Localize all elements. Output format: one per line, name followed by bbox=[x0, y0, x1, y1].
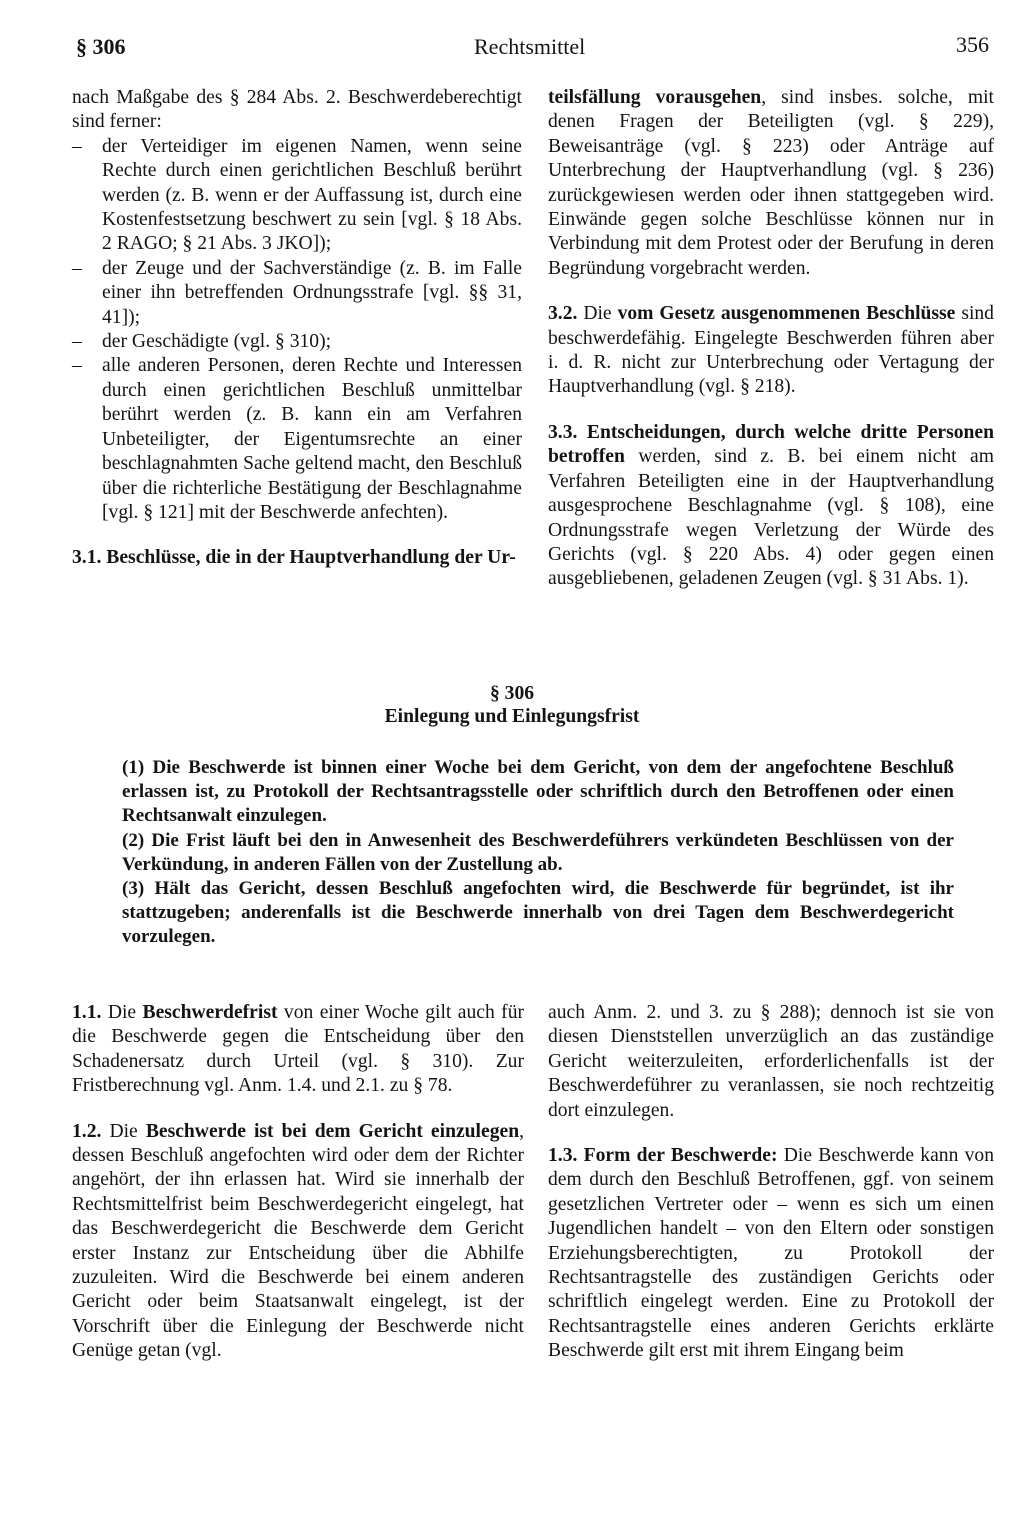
statute-clause-3: (3) Hält das Gericht, dessen Beschluß angefochten wird, die Beschwerde für begründet, ist ihr stattzugeben; anderenfalls ist die Beschwerde innerhalb von drei Tagen dem Beschwerdegericht vorzulegen. bbox=[122, 878, 954, 948]
paragraph-heading: Beschwerdefrist bbox=[142, 1002, 278, 1023]
list-item bbox=[72, 135, 522, 257]
dash-bullet: – bbox=[72, 355, 82, 377]
paragraph-1-1 bbox=[72, 1001, 524, 1099]
statute-clause-1: (1) Die Beschwerde ist binnen einer Woche bei dem Gericht, von dem der angefochtene Beschluß erlassen ist, zu Protokoll der Rechtsantragsstelle oder schriftlich durch den Betroffenen oder einen Rechtsanwalt einzulegen. bbox=[122, 757, 954, 827]
paragraph-heading: teilsfällung vorausgehen bbox=[548, 87, 762, 108]
paragraph-text: Die bbox=[583, 303, 612, 325]
dash-bullet: – bbox=[72, 257, 82, 279]
paragraph-heading: vom Gesetz ausgenommenen Beschlüsse bbox=[617, 303, 956, 325]
paragraph-3-1 bbox=[72, 546, 522, 570]
paragraph-text: Die bbox=[109, 1120, 138, 1142]
paragraph-number: 3.1. bbox=[72, 547, 102, 569]
paragraph-text: sind beschwerdefähig. Eingelegte Beschwerden führen aber i. d. R. nicht zur Unterbrechung oder Vertagung der Hauptverhandlung (vgl. § 218). bbox=[548, 303, 994, 398]
paragraph-1-2 bbox=[72, 1120, 524, 1364]
paragraph-number: 1.3. bbox=[548, 1145, 578, 1167]
paragraph-number: 1.2. bbox=[72, 1120, 102, 1142]
paragraph-1-3 bbox=[548, 1144, 994, 1364]
list-item bbox=[72, 257, 522, 330]
paragraph-heading: Beschwerde ist bei dem Gericht einzulegen bbox=[145, 1120, 520, 1142]
paragraph-3-2 bbox=[548, 302, 994, 400]
paragraph-heading: Form der Beschwerde: bbox=[583, 1145, 778, 1167]
paragraph-3-3 bbox=[548, 421, 994, 592]
bottom-right-column bbox=[548, 1001, 994, 1364]
list-item-text: der Zeuge und der Sachverständige (z. B. im Falle einer ihn betreffenden Ordnungsstrafe [vgl. §§ 31, 41]); bbox=[102, 257, 522, 328]
list-item-text: der Verteidiger im eigenen Namen, wenn seine Rechte durch einen gerichtlichen Beschluß berührt werden (z. B. wenn er der Auffassung ist, durch eine Kostenfestsetzung beschwert zu sein [vgl. § 18 Abs. 2 RAGO; § 21 Abs. 3 JKO]); bbox=[102, 135, 522, 255]
paragraph-number: 1.1. bbox=[72, 1002, 102, 1023]
list-item bbox=[72, 354, 522, 525]
paragraph-1-2-continued: auch Anm. 2. und 3. zu § 288); dennoch ist sie von diesen Dienststellen unverzüglich an das zuständige Gericht weiterzuleiten, erforderlichenfalls ist der Beschwerdeführer zu veranlassen, sie noch rechtzeitig dort einzulegen. bbox=[548, 1002, 994, 1121]
section-title: Einlegung und Einlegungsfrist bbox=[384, 706, 640, 727]
paragraph-heading: Beschlüsse, die in der Hauptverhandlung der Ur- bbox=[106, 547, 516, 569]
top-right-column bbox=[548, 86, 994, 592]
intro-paragraph: nach Maßgabe des § 284 Abs. 2. Beschwerdeberechtigt sind ferner: bbox=[72, 87, 522, 133]
paragraph-3-1-continued bbox=[548, 86, 994, 281]
paragraph-text: Die Beschwerde kann von dem durch den Beschluß Betroffenen, ggf. von seinem gesetzlichen Vertreter oder – wenn es sich um einen Jugendlichen handelt – von den Eltern oder sonstigen Erziehungsberechtigten, zu Protokoll der Rechtsantragstelle des zuständigen Gerichts oder schriftlich eingelegt werden. Eine zu Protokoll der Rechtsantragstelle eines anderen Gerichts erklärte Beschwerde gilt erst mit ihrem Eingang beim bbox=[548, 1145, 994, 1362]
list-item bbox=[72, 330, 522, 354]
bottom-left-column bbox=[72, 1001, 524, 1364]
paragraph-number: 3.3. bbox=[548, 421, 578, 443]
dash-bullet: – bbox=[72, 135, 82, 157]
running-header-title: Rechtsmittel bbox=[474, 34, 586, 59]
list-item-text: der Geschädigte (vgl. § 310); bbox=[102, 331, 332, 353]
paragraph-text: von einer Woche gilt auch für die Beschwerde gegen die Entscheidung über den Schadenersatz durch Urteil (vgl. § 310). Zur Fristberechnung vgl. Anm. 1.4. und 2.1. zu § 78. bbox=[72, 1002, 525, 1097]
running-header-section: § 306 bbox=[76, 34, 126, 59]
paragraph-number: 3.2. bbox=[548, 303, 578, 325]
statute-clause-2: (2) Die Frist läuft bei den in Anwesenheit des Beschwerdeführers verkündeten Beschlüssen von der Verkündung, in anderen Fällen von der Zustellung ab. bbox=[122, 829, 954, 875]
paragraph-text: Die bbox=[107, 1002, 137, 1023]
top-left-column bbox=[72, 86, 522, 571]
page-number: 356 bbox=[956, 32, 989, 57]
paragraph-text: werden, sind z. B. bei einem nicht am Verfahren Beteiligten eine in der Hauptverhandlung ausgesprochene Beschlagnahme (vgl. § 108), eine Ordnungsstrafe wegen Verletzung der Würde des Gerichts (vgl. § 220 Abs. 4) oder gegen einen ausgebliebenen, geladenen Zeugen (vgl. § 31 Abs. 1). bbox=[548, 446, 994, 590]
paragraph-text: , dessen Beschluß angefochten wird oder dem der Richter angehört, der ihn erlassen hat. Wird sie innerhalb der Rechtsmittelfrist beim Beschwerdegericht eingelegt, hat das Beschwerdegericht die Beschwerde dem Gericht erster Instanz zur Entscheidung über die Abhilfe zuzuleiten. Wird die Beschwerde bei einem anderen Gericht oder beim Staatsanwalt eingelegt, ist der Vorschrift über die Einlegung der Beschwerde nicht Genüge getan (vgl. bbox=[72, 1120, 524, 1362]
paragraph-text: , sind insbes. solche, mit denen Fragen der Beteiligten (vgl. § 229), Beweisanträge (vgl. § 223) oder Anträge auf Unterbrechung der Hauptverhandlung (vgl. § 236) zurückgewiesen werden oder ihnen stattgegeben wird. Einwände gegen solche Beschlüsse können nur in Verbindung mit dem Protest oder der Berufung in deren Begründung vorgebracht werden. bbox=[548, 87, 994, 279]
dash-bullet: – bbox=[72, 331, 82, 353]
section-number: § 306 bbox=[489, 683, 535, 704]
list-item-text: alle anderen Personen, deren Rechte und Interessen durch einen gerichtlichen Beschluß unmittelbar berührt werden (z. B. kann ein am Verfahren Unbeteiligter, der Eigentumsrechte an einer beschlagnahmten Sache geltend macht, den Beschluß über die richterliche Bestätigung der Beschlagnahme [vgl. § 121] mit der Beschwerde anfechten). bbox=[102, 355, 522, 523]
paragraph-heading: Entscheidungen, durch welche dritte Personen betroffen bbox=[548, 421, 994, 468]
statute-text bbox=[122, 756, 954, 950]
